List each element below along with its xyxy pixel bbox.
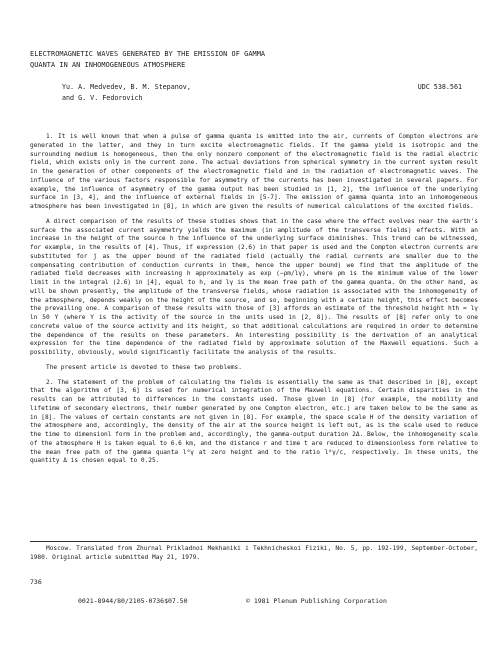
- footnote: Moscow. Translated from Zhurnal Prikladnoi Mekhaniki i Tekhnicheskoi Fiziki, No. 5, pp. 192-199, September-October, 1980. Original article submitted May 21, 1979.: [30, 545, 478, 561]
- article-title: ELECTROMAGNETIC WAVES GENERATED BY THE EMISSION OF GAMMA QUANTA IN AN INHOMOGENEOUS ATMOSPHERE: [30, 50, 266, 69]
- author-list: Yu. A. Medvedev, B. M. Stepanov, and G. V. Fedorovich: [62, 83, 191, 102]
- issn-line: 0021-8944/80/2105-0736$07.50: [78, 597, 188, 605]
- udc-code: UDC 538.561: [417, 83, 462, 91]
- article-body: [30, 133, 478, 472]
- paragraph: 2. The statement of the problem of calculating the fields is essentially the same as that described in [8], except that the algorithm of [3, 6] is used for numerical integration of the Maxwell equations. Certain disparities in the results can be attributed to differences in the constants used. Those given in [8] (for example, the mobility and lifetime of secondary electrons, their number generated by one Compton electron, etc.) are taken below to be the same as in [8]. The values of certain constants are not given in [8]. For example, the space scale H of the density variation of the atmosphere and, accordingly, the density of the air at the source height is left out, as is the scale used to reduce the time to dimensionl form in the problem and, accordingly, the gamma-output duration 2Δ. Below, the inhomogeneity scale of the atmosphere H is taken equal to 6.6 km, and the distance r and time t are reduced to dimensionless form relative to the mean free path of the gamma quanta l⁰γ at zero height and to the ratio l⁰γ/c, respectively. In these units, the quantity Δ is chosen equal to 0.25.: [30, 378, 478, 465]
- page-number: 736: [30, 578, 42, 586]
- paragraph: 1. It is well known that when a pulse of gamma quanta is emitted into the air, currents of Compton electrons are generated in the latter, and they in turn excite electromagnetic fields. If the gamma yield is isotropic and the surrounding medium is homogeneous, then the only nonzero component of the electromagnetic field is the radial electric field, which exists only in the current zone. The actual deviations from spherical symmetry in the current system result in the generation of other components of the electromagnetic field and in the radiation of electromagnetic waves. The influence of the various factors responsible for asymmetry of the currents has been investigated in several papers. For example, the influence of asymmetry of the gamma output has been studied in [1, 2], the influence of the underlying surface in [3, 4], and the influence of external fields in [5-7]. The emission of gamma quanta into an inhomogeneous atmosphere has been investigated in [8], in which are given the results of numerical calculations of the excited fields.: [30, 133, 478, 210]
- footnote-rule: [30, 541, 477, 542]
- paragraph: The present article is devoted to these two problems.: [46, 363, 242, 371]
- copyright-notice: © 1981 Plenum Publishing Corporation: [246, 597, 387, 605]
- paragraph: A direct comparison of the results of these studies shows that in the case where the effect evolves near the earth's surface the associated current asymmetry yields the maximum (in amplitude of the transverse fields) effects. With an increase in the height of the source h the influence of the underlying surface diminishes. This trend can be witnessed, for example, in the results of [4]. Thus, if expression (2.6) in that paper is used and the Compton electron currents are substituted for j as the upper bound of the radiated field (actually the radial currents are smaller due to the compensating contribution of conduction currents in them, hence the upper bound) we find that the amplitude of the radiated field decreases with increasing h approximately as exp (−ρm/lγ), where ρm is the minimum value of the lower limit in the integral (2.6) in [4], equal to h, and lγ is the mean free path of the gamma quanta. On the other hand, as will be shown presently, the amplitude of the transverse fields, whose radiation is associated with the inhomogeneity of the atmosphere, depends weakly on the height of the source, and so, beginning with a certain height, this effect becomes the prevailing one. A comparison of these results with those of [3] affords an estimate of the threshold height hth ≈ lγ ln 50 Y (where Y is the activity of the source in the units used in [2, 8]). The results of [8] refer only to one concrete value of the source activity and its height, so that additional calculations are required in order to determine the dependence of the results on these parameters. An interesting possibility is the derivation of an analytical expression for the time dependence of the radiated field by approximate solution of the Maxwell equations. Such a possibility, obviously, would significantly facilitate the analysis of the results.: [30, 217, 478, 356]
